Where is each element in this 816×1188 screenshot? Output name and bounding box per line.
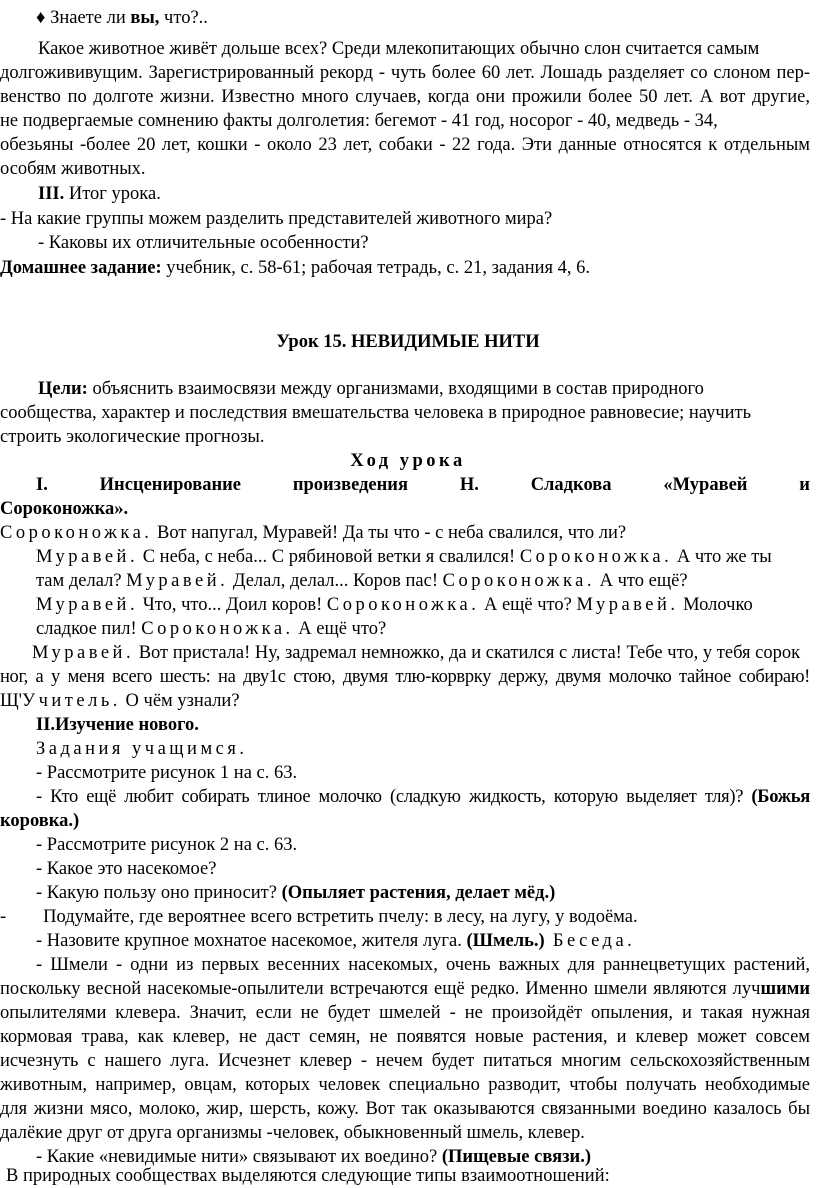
speech: Вот напугал, Муравей! Да ты что - с неба свалился, что ли? xyxy=(152,523,627,543)
paragraph-line: долгожививущим. Зарегистрированный рекорд - чуть более 60 лет. Лошадь разделяет со слоном пер- xyxy=(0,63,810,83)
heading-word: «Муравей xyxy=(663,475,748,495)
dialogue-line xyxy=(0,689,240,713)
task-text: - Назовите крупное мохнатое насекомое, жителя луга. xyxy=(36,931,467,951)
heading-word: Н. xyxy=(459,475,479,495)
paragraph-line: животным, например, овцам, которых человек специально разводит, чтобы получать необходимые xyxy=(0,1075,810,1095)
speaker: Муравей. xyxy=(36,547,139,567)
speaker: Сороконожка. xyxy=(141,619,294,639)
dialogue-line xyxy=(36,569,688,593)
paragraph-line: опылителями клевера. Значит, если не будет шмелей - не произойдёт опыления, и такая нужная xyxy=(0,1003,810,1023)
task-line: - Подумайте, где вероятнее всего встретить пчелу: в лесу, на лугу, у водоёма. xyxy=(0,907,638,927)
speech: А что ещё? xyxy=(595,571,688,591)
task-answer: (Божья xyxy=(751,787,810,807)
dialogue-line xyxy=(36,617,386,641)
speaker: Муравей. xyxy=(32,643,135,663)
goals-line: строить экологические прогнозы. xyxy=(0,427,265,447)
goals-label: Цели: xyxy=(38,379,88,399)
paragraph-line: венство по долготе жизни. Известно много случаев, когда они прожили более 50 лет. А вот другие, xyxy=(0,87,810,107)
task-answer: (Опыляет растения, делает мёд.) xyxy=(281,883,556,903)
heading-word: произведения xyxy=(292,475,408,495)
conversation-label: Беседа. xyxy=(544,931,636,951)
task-answer: (Шмель.) xyxy=(466,931,545,951)
speech: О чём узнали? xyxy=(120,691,240,711)
paragraph-line: В природных сообществах выделяются следующие типы взаимоотношений: xyxy=(6,1166,610,1186)
text: что?.. xyxy=(159,8,208,28)
section-1-heading-cont: Сороконожка». xyxy=(0,499,129,519)
section-2-heading: II.Изучение нового. xyxy=(36,715,199,735)
text: Знаете ли xyxy=(50,8,131,28)
homework-line xyxy=(0,256,590,280)
task-line xyxy=(36,881,555,905)
goals-line xyxy=(38,377,704,401)
dialogue-line xyxy=(36,545,772,569)
did-you-know-line xyxy=(36,6,208,30)
heading-word: и xyxy=(799,475,810,495)
dialogue-line: ног, а у меня всего шесть: на дву1с стою, двумя тлю-корврку держу, двумя молочко тайное собираю! xyxy=(0,667,810,687)
speech: Молочко xyxy=(678,595,753,615)
heading-word: Сладкова xyxy=(530,475,612,495)
diamond-bullet-icon: ♦ xyxy=(36,8,46,28)
speech: Вот пристала! Ну, задремал немножко, да и скатился с листа! Тебе что, у тебя сорок xyxy=(134,643,801,663)
paragraph-line: - Шмели - одни из первых весенних насекомых, очень важных для раннецветущих растений, xyxy=(36,955,810,975)
question-line: - Каковы их отличительные особенности? xyxy=(38,233,369,253)
task-text: - Кто ещё любит собирать тлиное молочко (сладкую жидкость, которую выделяет тля)? xyxy=(36,787,752,807)
paragraph-line: не подвергаемые сомнению факты долголетия: бегемот - 41 год, носорог - 40, медведь - 34, xyxy=(0,111,718,131)
paragraph-line: кормовая трава, как клевер, не даст семян, не появятся новые растения, и клевер может совсем xyxy=(0,1027,810,1047)
speech: А что же ты xyxy=(672,547,772,567)
speech: Делал, делал... Коров пас! xyxy=(228,571,443,591)
speech: А ещё что? xyxy=(293,619,387,639)
homework-text: учебник, с. 58-61; рабочая тетрадь, с. 21, задания 4, 6. xyxy=(161,258,591,278)
text-bold: вы, xyxy=(130,8,160,28)
section-3-heading xyxy=(38,182,161,206)
paragraph-line: для жизни мясо, молоко, жир, шерсть, кожу. Вот так оказываются связанными воедино казалось бы xyxy=(0,1099,810,1119)
goals-text: объяснить взаимосвязи между организмами, входящими в состав природного xyxy=(87,379,704,399)
paragraph-line: Какое животное живёт дольше всех? Среди млекопитающих обычно слон считается самым xyxy=(38,39,760,59)
task-line: - Рассмотрите рисунок 2 на с. 63. xyxy=(36,835,298,855)
speech: А ещё что? xyxy=(479,595,577,615)
dialogue-line xyxy=(32,641,800,665)
speaker: Муравей. xyxy=(36,595,139,615)
lesson-title: Урок 15. НЕВИДИМЫЕ НИТИ xyxy=(276,332,540,352)
paragraph-line: особям животных. xyxy=(0,159,146,179)
paragraph-line: исчезнуть с нашего луга. Исчезнет клевер - нечем будет питаться многим сельскохозяйственным xyxy=(0,1051,810,1071)
task-line: - Рассмотрите рисунок 1 на с. 63. xyxy=(36,763,298,783)
speech: сладкое пил! xyxy=(36,619,142,639)
speaker: Муравей. xyxy=(576,595,679,615)
paragraph-line xyxy=(0,977,810,1001)
section-title: Итог урока. xyxy=(64,184,161,204)
tasks-heading: Задания учащимся. xyxy=(36,739,248,759)
speaker: Сороконожка. xyxy=(326,595,480,615)
speaker: Муравей. xyxy=(126,571,229,591)
speech: С неба, с неба... С рябиновой ветки я свалился! xyxy=(138,547,520,567)
task-answer-cont: коровка.) xyxy=(0,811,80,831)
speech: Щ' xyxy=(0,691,22,711)
heading-word: I. xyxy=(36,475,48,495)
speech: Что, что... Доил коров! xyxy=(138,595,327,615)
lesson-course-heading: Ход урока xyxy=(350,451,466,471)
task-text: - Какую пользу оно приносит? xyxy=(36,883,282,903)
question-answer: (Пищевые связи.) xyxy=(441,1147,591,1167)
section-number: III. xyxy=(38,184,65,204)
text: поскольку весной насекомые-опылители встречаются ещё редко. Именно шмели являются луч xyxy=(0,979,761,999)
task-line xyxy=(36,929,635,953)
dialogue-line xyxy=(36,593,753,617)
dialogue-line xyxy=(0,521,626,545)
speaker: Сороконожка. xyxy=(0,523,153,543)
paragraph-line: далёкие друг от друга организмы -человек, обыкновенный шмель, клевер. xyxy=(0,1123,585,1143)
task-line xyxy=(36,785,810,809)
speech: там делал? xyxy=(36,571,127,591)
task-line: - Какое это насекомое? xyxy=(36,859,217,879)
homework-label: Домашнее задание: xyxy=(0,258,162,278)
goals-line: сообщества, характер и последствия вмешательства человека в природное равновесие; научить xyxy=(0,403,752,423)
speaker: Сороконожка. xyxy=(519,547,673,567)
question-line: - На какие группы можем разделить представителей животного мира? xyxy=(0,209,553,229)
paragraph-line: обезьяны -более 20 лет, кошки - около 23 лет, собаки - 22 года. Эти данные относятся к отдельным xyxy=(0,135,810,155)
section-1-heading xyxy=(36,473,810,497)
speaker: Сороконожка. xyxy=(442,571,596,591)
heading-word: Инсценирование xyxy=(99,475,241,495)
speaker: Учитель. xyxy=(22,691,121,711)
question-text: - Какие «невидимые нити» связывают их воедино? xyxy=(36,1147,442,1167)
text-bold: шими xyxy=(760,979,810,999)
